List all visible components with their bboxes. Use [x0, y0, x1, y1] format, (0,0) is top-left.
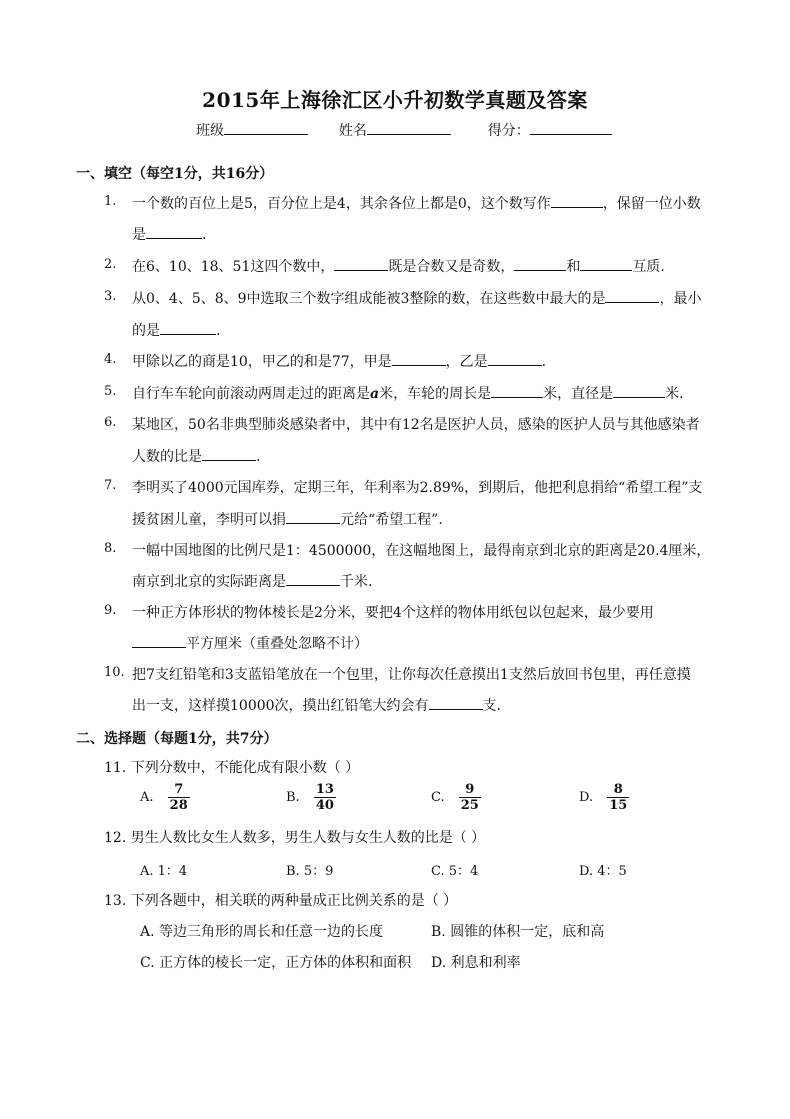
class-blank — [224, 120, 308, 135]
option-d: D. $\frac{8}{15}$ — [579, 782, 628, 813]
answer-blank — [514, 256, 566, 271]
section-choice-heading: 二、选择题（每题1分，共7分） — [76, 731, 278, 747]
question-number: 2. — [104, 257, 117, 272]
option-d: D. 利息和利率 — [431, 955, 521, 971]
question-text: 11. 下列分数中，不能化成有限小数（ ） — [104, 760, 360, 776]
answer-blank — [286, 509, 340, 524]
question-number: 10. — [104, 665, 125, 680]
option-c: C. $\frac{9}{25}$ — [431, 782, 479, 813]
question-number: 1. — [104, 194, 117, 209]
question-number: 7. — [104, 478, 117, 493]
option-b: B. 5：9 — [286, 864, 334, 879]
fraction: $\frac{13}{40}$ — [315, 782, 334, 813]
answer-blank — [146, 224, 202, 239]
name-label: 姓名 — [338, 123, 367, 139]
question-number: 9. — [104, 603, 117, 618]
answer-blank — [605, 288, 659, 303]
question-number: 4. — [104, 352, 117, 367]
question-text: 13. 下列各题中，相关联的两种量成正比例关系的是（ ） — [104, 893, 458, 909]
option-d: D. 4：5 — [579, 864, 627, 879]
answer-blank — [334, 256, 388, 271]
option-b: B. $\frac{13}{40}$ — [286, 782, 334, 813]
question-number: 3. — [104, 289, 117, 304]
student-info-row — [196, 120, 612, 140]
answer-blank — [551, 193, 603, 208]
question-number: 8. — [104, 541, 117, 556]
variable-a: a — [370, 386, 380, 402]
option-a: A. 等边三角形的周长和任意一边的长度 — [140, 924, 384, 940]
answer-blank — [580, 256, 632, 271]
section-fill-heading: 一、填空（每空1分，共16分） — [76, 166, 274, 182]
option-a: A. 1：4 — [140, 864, 188, 879]
page-title: 2015年上海徐汇区小升初数学真题及答案 — [202, 88, 588, 112]
option-c: C. 5：4 — [431, 864, 479, 879]
answer-blank — [491, 383, 543, 398]
question-text: 12. 男生人数比女生人数多，男生人数与女生人数的比是（ ） — [104, 830, 486, 846]
exam-page: 2015年上海徐汇区小升初数学真题及答案 班级 姓名 得分： 一、填空（每空1分，共16分） 1. 一个数的百位上是5，百分位上是4，其余各位上都是0，这个数写作 ，保留一位小数 是 . 2. 在6、10、18、51这四个数中， 既是合数又是奇数， 和 互质. 3. 从0、4、5、8、9中选取三个数字组成能被3整除的数，在这些数中最大的是 ，最小 的是 . 4. 甲除以乙的商是10，甲乙的和是77，甲是 ，乙是 . 5. 自行车车轮向前滚动两周走过的距离是a米，车轮的周长是 米，直径是 米. 6. 某地区，50名非典型肺炎感染者中，其中有12名是医护人员，感染的医护人员与其他感染者 人数的比是 . 7. 李明买了4000元国库券，定期三年，年利率为2.89%，到期后，他把利息捐给“希望工程”支 援贫困儿童，李明可以捐 元给“希望工程”. 8. 一幅中国地图的比例尺是1：4500000，在这幅地图上，最得南京到北京的距离是20.4厘米， 南京到北京的实际距离是 千米. 9. 一种正方体形状的物体棱长是2分米，要把4个这样的物体用纸包以包起来，最少要用 平方厘米（重叠处忽略不计） 10. 把7支红铅笔和3支蓝铅笔放在一个包里，让你每次任意摸出1支然后放回书包里，再任意摸 出一支，这样摸10000次，摸出红铅笔大约会有 支. 二、选择题（每题1分，共7分） 11. 下列分数中，不能化成有限小数（ ） A. $\frac{7}{28}$ B. $\frac{13}{40}$ C. $\frac{9}{25}$ D. $\frac{8}{15}$ 12. 男生人数比女生人数多，男生人数与女生人数的比是（ ） A. 1：4 B. 5：9 C. 5：4 D. 4：5 13. 下列各题中，相关联的两种量成正比例关系的是（ ） A. 等边三角形的周长和任意一边的长度 B. 圆锥的体积一定，底和高 C. 正方体的棱长一定，正方体的体积和面积 D. 利息和利率 — [0, 0, 790, 1119]
score-blank — [530, 120, 612, 135]
answer-blank — [132, 633, 186, 648]
class-label: 班级 — [196, 123, 224, 139]
answer-blank — [202, 446, 256, 461]
answer-blank — [392, 351, 446, 366]
answer-blank — [429, 695, 483, 710]
fraction: $\frac{7}{28}$ — [169, 782, 188, 813]
score-label: 得分： — [487, 123, 530, 139]
question-number: 5. — [104, 384, 117, 399]
answer-blank — [160, 320, 216, 335]
name-blank — [367, 120, 451, 135]
answer-blank — [613, 383, 665, 398]
option-a: A. $\frac{7}{28}$ — [140, 782, 188, 813]
fraction: $\frac{8}{15}$ — [609, 782, 628, 813]
option-c: C. 正方体的棱长一定，正方体的体积和面积 — [140, 955, 412, 971]
question-number: 6. — [104, 415, 117, 430]
answer-blank — [286, 571, 340, 586]
fraction: $\frac{9}{25}$ — [460, 782, 479, 813]
answer-blank — [488, 351, 542, 366]
option-b: B. 圆锥的体积一定，底和高 — [431, 924, 605, 940]
